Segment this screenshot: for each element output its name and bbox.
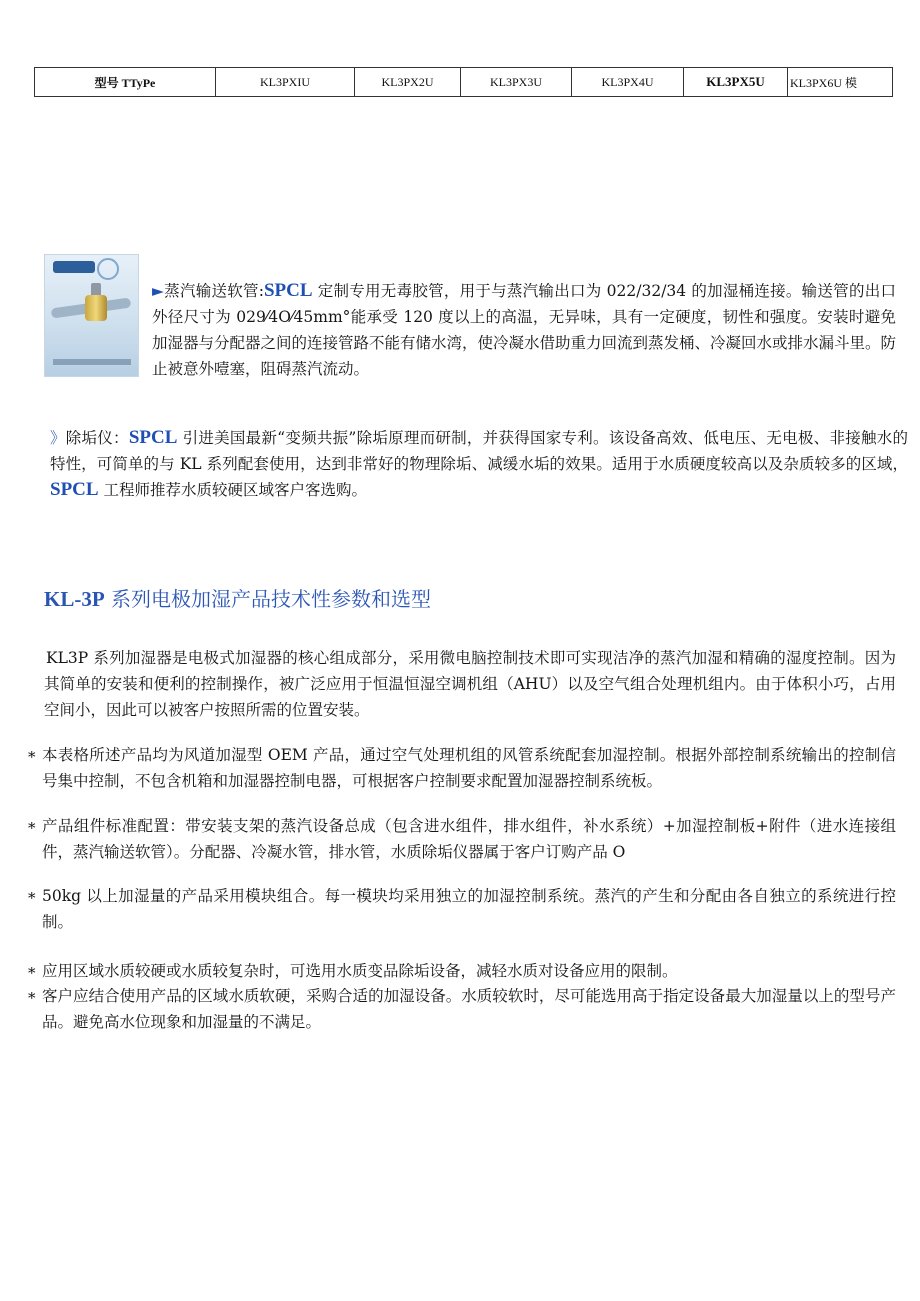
descaler-text-end: 工程师推荐水质较硬区域客户客选购。 [98,481,368,499]
steam-hose-paragraph [152,278,896,382]
descaler-label: 除垢仪： [65,429,129,447]
section-title [44,583,431,612]
note-item: 50kg 以上加湿量的产品采用模块组合。每一模块均采用独立的加湿控制系统。蒸汽的产生和分配由各自独立的系统进行控制。 [42,887,896,931]
asterisk-bullet-icon: * [28,889,36,907]
image-caption-decor [53,359,131,365]
asterisk-bullet-icon: * [28,989,36,1007]
triangle-bullet-icon: ► [152,282,164,300]
brand-spcl: SPCL [263,280,313,301]
table-cell: KL3PX5U [684,68,788,97]
steam-hose-product-image [44,254,139,377]
note-item: 客户应结合使用产品的区域水质软硬，采购合适的加湿设备。水质较软时，尽可能选用高于指定设备最大加湿量以上的型号产品。避免高水位现象和加湿量的不满足。 [42,987,896,1031]
table-row [35,68,893,97]
descaler-paragraph [50,425,908,503]
table-cell: KL3PX2U [355,68,461,97]
note-item: 本表格所述产品均为风道加湿型 OEM 产品，通过空气处理机组的风管系统配套加湿控制。根据外部控制系统输出的控制信号集中控制，不包含机箱和加湿器控制电器，可根据客户控制要求配置加湿器控制系统板。 [42,746,896,790]
table-cell: KL3PX6U 模 [788,68,893,97]
double-chevron-icon: 》 [50,429,66,447]
brand-spcl: SPCL [50,479,99,500]
image-label-decor [53,261,95,273]
table-cell: KL3PX4U [572,68,684,97]
section-title-text: 系列电极加湿产品技术性参数和选型 [104,587,432,611]
valve-shape [85,295,107,321]
section-title-model: KL-3P [44,587,105,611]
steam-hose-label: 蒸汽输送软管: [163,282,264,300]
asterisk-bullet-icon: * [28,964,36,982]
note-item: 产品组件标准配置：带安装支架的蒸汽设备总成（包含进水组件，排水组件，补水系统）+加湿控制板+附件（进水连接组件，蒸汽输送软管）。分配器、冷凝水管，排水管，水质除垢仪器属于客户订购产品 O [42,817,896,861]
asterisk-bullet-icon: * [28,748,36,766]
table-cell: KL3PXIU [216,68,355,97]
table-header-cell: 型号 TTyPe [35,68,216,97]
steam-hose-text: 定制专用无毒胶管，用于与蒸汽输出口为 022/32/34 的加湿桶连接。输送管的出口外径尺寸为 029⁄4O⁄45mm°能承受 120 度以上的高温，无异味，具有一定硬度，韧性和强度。安装时避免加湿器与分配器之间的连接管路不能有储水湾，使冷凝水借助重力回流到蒸发桶、冷凝回水或排水漏斗里。防止被意外噎塞，阻碍蒸汽流动。 [152,282,897,378]
descaler-text: 引进美国最新“变频共振”除垢原理而研制，并获得国家专利。该设备高效、低电压、无电极、非接触水的特性，可简单的与 KL 系列配套使用，达到非常好的物理除垢、减缓水垢的效果。适用于水质硬度较高以及杂质较多的区域， [50,429,908,473]
asterisk-bullet-icon: * [28,819,36,837]
section-intro: KL3P 系列加湿器是电极式加湿器的核心组成部分，采用微电脑控制技术即可实现洁净的蒸汽加湿和精确的湿度控制。因为其简单的安装和便利的控制操作，被广泛应用于恒温恒湿空调机组（AHU）以及空气组合处理机组内。由于体积小巧，占用空间小，因此可以被客户按照所需的位置安装。 [44,649,896,719]
model-type-table [34,67,893,97]
table-cell: KL3PX3U [461,68,572,97]
image-ring-decor [97,258,119,280]
brand-spcl: SPCL [128,427,178,448]
note-item: 应用区域水质较硬或水质较复杂时，可选用水质变品除垢设备，减轻水质对设备应用的限制。 [42,962,678,980]
